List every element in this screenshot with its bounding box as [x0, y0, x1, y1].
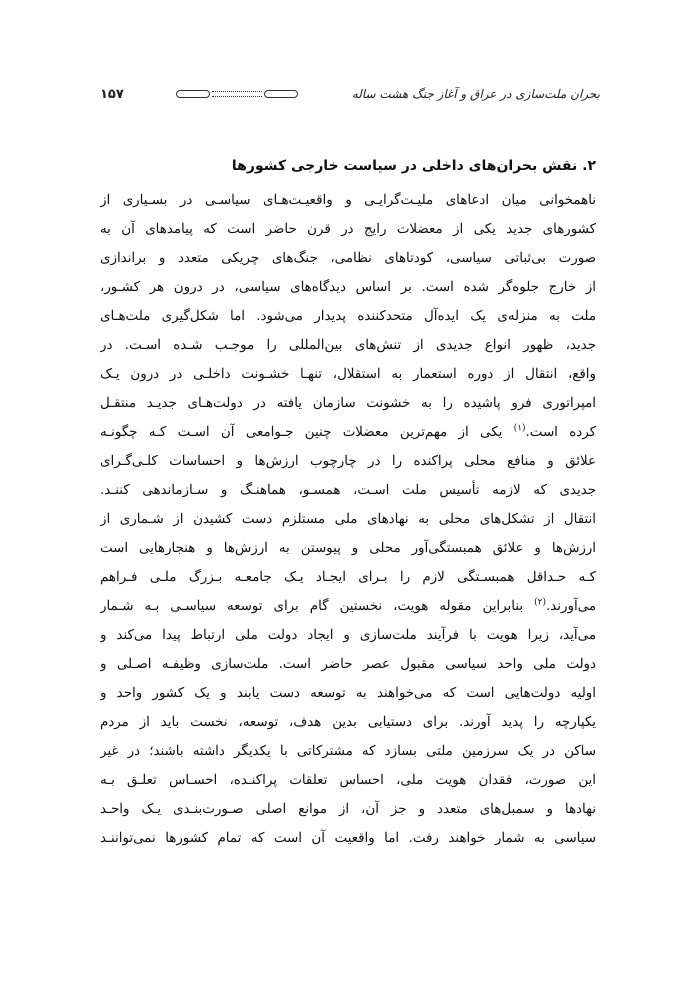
text-line: کـه حـداقل همبسـتگی لازم را بـرای ایجـاد یـک جامعـه بـزرگ ملـی فـراهم — [100, 570, 596, 585]
ornament-oval-left — [176, 90, 210, 98]
footnote-marker: (۲) — [534, 597, 546, 608]
running-header — [100, 82, 600, 106]
text-line: می‌آید، زیرا هویت با فرآیند ملت‌سازی و ایجاد دولت ملی ارتباط پیدا می‌کند و — [100, 628, 596, 643]
header-ornament — [132, 88, 342, 100]
text-line: واقع، انتقال از دوره استعمار به استقلال، تنهـا خشـونت داخلـی در درون یـک — [100, 367, 596, 382]
text-line: سیاسی به شمار خواهند رفت. اما واقعیت آن است که تمام کشورها نمی‌تواننـد — [100, 831, 596, 846]
text-segment: بنابراین مقوله هویت، نخستین گام برای توسعه سیاسـی بـه شـمار — [100, 599, 535, 614]
body-paragraph — [100, 186, 596, 853]
text-segment: می‌آورند. — [546, 599, 596, 614]
page-number: ۱۵۷ — [100, 86, 124, 102]
text-line: اولیه دولت‌هایی است که می‌خواهند به توسعه دست یابند و یک کشور واحد و — [100, 686, 596, 701]
section-heading: ۲. نقش بحران‌های داخلی در سیاست خارجی کشورها — [231, 158, 596, 174]
text-line: جدید، ظهور انواع جدیدی از تنش‌های بین‌المللی را موجـب شـده اسـت. در — [100, 338, 596, 353]
text-line: ناهمخوانی میان ادعاهای ملیـت‌گرایـی و واقعیـت‌هـای سیاسـی در بسـیاری از — [100, 193, 596, 208]
text-line: یکپارچه را پدید آورند. برای دستیابی بدین هدف، توسعه، نخست باید از مردم — [100, 715, 596, 730]
text-line-with-footnote — [100, 418, 596, 447]
text-line: نهادها و سمبل‌های متعدد و جز آن، از موانع اصلی صـورت‌بنـدی یـک واحـد — [100, 802, 596, 817]
text-line: از خارج جلوه‌گر شده است. بر اساس دیدگاه‌های سیاسی، در درون هر کشـور، — [100, 280, 596, 295]
text-line: این صورت، فقدان هویت ملی، احساس تعلقات پراکنـده، احسـاس تعلـق بـه — [100, 773, 596, 788]
text-line: علائق و منافع محلی پراکنده را در چارچوب ارزش‌ها و احساسات کلـی‌گـرای — [100, 454, 596, 469]
text-line: دولت ملی واحد سیاسی مقبول عصر حاضر است. ملت‌سازی وظیفـه اصـلی و — [100, 657, 596, 672]
text-line: ملت به منزله‌ی یک ایده‌آل متحدکننده پدیدار می‌شود. اما شکل‌گیری ملت‌هـای — [100, 309, 596, 324]
text-line: ارزش‌ها و علائق همبستگی‌آور محلی و پیوستن به ارزش‌ها و هنجارهایی است — [100, 541, 596, 556]
text-line: کشورهای جدید یکی از معضلات رایج در قرن حاضر است که پیامدهای آن به — [100, 222, 596, 237]
text-line: جدیدی که لازمه تأسیس ملت اسـت، همسـو، هماهنـگ و سـازماندهی کننـد. — [100, 483, 596, 498]
text-segment: یکی از مهم‌ترین معضلات چنین جـوامعی آن اسـت کـه چگونـه — [100, 425, 514, 440]
ornament-dots — [212, 91, 262, 97]
footnote-marker: (۱) — [513, 423, 526, 434]
text-segment: کرده است. — [525, 425, 596, 440]
ornament-oval-right — [264, 90, 298, 98]
text-line: ساکن در یک سرزمین ملتی بسازد که مشترکاتی با یکدیگر داشته باشند؛ در غیر — [100, 744, 596, 759]
running-header-title: بحران ملت‌سازی در عراق و آغاز جنگ هشت ساله — [351, 87, 600, 101]
text-line-with-footnote — [100, 592, 596, 621]
text-line: صورت بی‌ثباتی سیاسی، کودتاهای نظامی، جنگ‌های چریکی متعدد و براندازی — [100, 251, 596, 266]
text-line: امپراتوری فرو پاشیده را به خشونت سازمان یافته در دولت‌هـای جدیـد منتقـل — [100, 396, 596, 411]
text-line: انتقال از تشکل‌های محلی به نهادهای ملی مستلزم دست کشیدن از شـماری از — [100, 512, 596, 527]
